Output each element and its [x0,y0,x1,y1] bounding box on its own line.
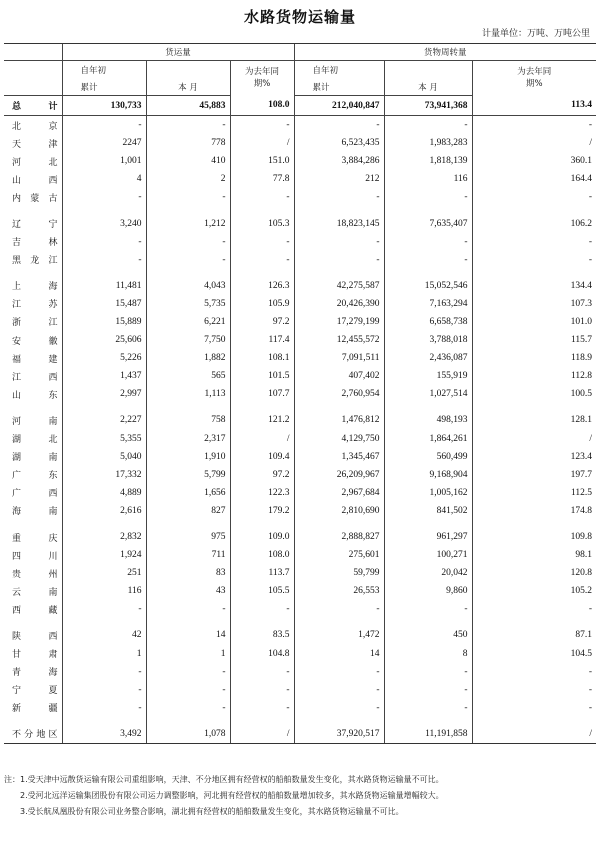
table-body [4,96,596,744]
region-cell: 内蒙古 [12,193,58,204]
region-cell: 重 庆 [12,533,58,544]
cargo-cumulative-cell: 1 [62,645,146,663]
region-cell: 海 南 [12,507,58,518]
cargo-yoy-cell: / [230,134,294,152]
cargo-cumulative-cell: 1,001 [62,152,146,170]
unit-label: 计量单位：万吨、万吨公里 [481,29,590,39]
cargo-month-cell: - [146,681,230,699]
turnover-month-cell: 961,297 [384,528,472,546]
cargo-volume-header: 货运量 [62,44,294,61]
cargo-cumulative-cell: 42 [62,626,146,644]
region-cell: 河 北 [12,157,58,168]
cargo-yoy-cell: - [230,663,294,681]
cargo-month-cell: 1,882 [146,349,230,367]
cargo-cumulative-cell: 1,924 [62,546,146,564]
cargo-month-cell: 410 [146,152,230,170]
turnover-cumulative-cell: - [294,663,384,681]
region-cell: 黑龙江 [12,256,58,267]
cargo-cumulative-cell: - [62,600,146,618]
cargo-cumulative-cell: 11,481 [62,277,146,295]
cargo-month-cell: - [146,188,230,206]
turnover-yoy-cell: 128.1 [472,411,596,429]
region-cell: 浙 江 [12,318,58,329]
cargo-month-cell: - [146,116,230,135]
turnover-cumulative-cell: - [294,116,384,135]
table-row [4,502,596,520]
turnover-cumulative-cell: 14 [294,645,384,663]
table-row [4,295,596,313]
region-cell: 不分地区 [4,725,62,744]
table-row [4,448,596,466]
cargo-month-cell: 711 [146,546,230,564]
table-row [4,411,596,429]
turnover-yoy-cell: - [472,188,596,206]
cargo-cumulative-cell: 2,832 [62,528,146,546]
turnover-yoy-cell: 105.2 [472,582,596,600]
turnover-yoy-cell: / [472,134,596,152]
turnover-cumulative-cell: 212 [294,170,384,188]
turnover-cumulative-cell: 2,888,827 [294,528,384,546]
cargo-month-cell: 7,750 [146,331,230,349]
turnover-yoy-cell: / [472,725,596,744]
turnover-yoy-cell: 101.0 [472,313,596,331]
cargo-yoy-cell: - [230,116,294,135]
turnover-month-cell: 73,941,368 [384,96,472,116]
turnover-cumulative-cell: 26,209,967 [294,466,384,484]
turnover-yoy-cell: 120.8 [472,564,596,582]
cargo-yoy-cell: - [230,188,294,206]
cargo-ytd-label: 自年初 [62,61,146,79]
table-row [4,233,596,251]
table-row [4,582,596,600]
turnover-month-cell: 8 [384,645,472,663]
turnover-yoy-cell: - [472,251,596,269]
cargo-yoy-cell: 117.4 [230,331,294,349]
cargo-yoy-cell: 122.3 [230,484,294,502]
cargo-cumulative-cell: 2247 [62,134,146,152]
table-row [4,725,596,744]
cargo-yoy-cell: - [230,233,294,251]
cargo-cumulative-cell: 251 [62,564,146,582]
turnover-month-cell: 2,436,087 [384,349,472,367]
turnover-cumulative-cell: 42,275,587 [294,277,384,295]
turnover-cumulative-cell: 1,472 [294,626,384,644]
cargo-month-cell: 43 [146,582,230,600]
turnover-yoy-cell: - [472,116,596,135]
cargo-cumulative-cell: - [62,251,146,269]
cargo-month-cell: 2,317 [146,430,230,448]
region-cell: 贵 州 [12,569,58,580]
region-cell: 四 川 [12,551,58,562]
cargo-month-cell: - [146,600,230,618]
turnover-cumulative-cell: 275,601 [294,546,384,564]
cargo-yoy-cell: 83.5 [230,626,294,644]
turnover-yoy-cell: 87.1 [472,626,596,644]
cargo-month-cell: 975 [146,528,230,546]
region-cell: 山 西 [12,175,58,186]
cargo-month-cell: 1,656 [146,484,230,502]
turnover-yoy-cell: 118.9 [472,349,596,367]
cargo-yoy-header: 为去年同 期% [230,61,294,96]
cargo-cumulative-cell: 25,606 [62,331,146,349]
turnover-yoy-cell: 104.5 [472,645,596,663]
turnover-month-cell: 1,005,162 [384,484,472,502]
cargo-yoy-cell: 109.0 [230,528,294,546]
table-row [4,152,596,170]
turnover-month-cell: - [384,681,472,699]
table-row [4,645,596,663]
turnover-month-cell: - [384,116,472,135]
spacer-row [4,618,596,626]
turnover-cumulative-cell: - [294,188,384,206]
footnote-2: 2.受河北远洋运输集团股份有限公司运力调整影响，河北拥有经营权的船舶数量增加较多，其水路货物运输量增幅较大。 [20,791,444,800]
table-row [4,170,596,188]
cargo-yoy-cell: / [230,725,294,744]
region-cell: 广 东 [12,471,58,482]
table-row [4,349,596,367]
table-row [4,564,596,582]
cargo-cumulative-cell: 130,733 [62,96,146,116]
cargo-yoy-cell: 108.0 [230,546,294,564]
cargo-month-cell: 1 [146,645,230,663]
cargo-cumulative-cell: 2,227 [62,411,146,429]
table-row [4,188,596,206]
turnover-month-cell: 7,635,407 [384,214,472,232]
turnover-month-cell: 560,499 [384,448,472,466]
turnover-yoy-cell: 113.4 [472,96,596,116]
turnover-cumulative-cell: - [294,699,384,717]
turnover-cumulative-cell: 20,426,390 [294,295,384,313]
turnover-cumulative-cell: 17,279,199 [294,313,384,331]
cargo-month-cell: 14 [146,626,230,644]
turnover-cumulative-cell: 2,967,684 [294,484,384,502]
cargo-yoy-cell: - [230,699,294,717]
turnover-month-cell: 1,864,261 [384,430,472,448]
cargo-month-cell: 758 [146,411,230,429]
cargo-month-cell: 5,735 [146,295,230,313]
cargo-month-cell: 1,078 [146,725,230,744]
cargo-yoy-cell: 105.3 [230,214,294,232]
cargo-month-cell: 827 [146,502,230,520]
cargo-yoy-cell: - [230,681,294,699]
turnover-yoy-cell: 115.7 [472,331,596,349]
turnover-cumulative-cell: - [294,233,384,251]
table-row [4,116,596,135]
region-cell: 陕 西 [12,631,58,642]
turnover-cumulative-cell: 2,760,954 [294,385,384,403]
cargo-month-cell: 2 [146,170,230,188]
region-cell: 上 海 [12,282,58,293]
turnover-month-cell: - [384,600,472,618]
cargo-cumulative-cell: 5,226 [62,349,146,367]
turnover-cumulative-cell: 26,553 [294,582,384,600]
turnover-yoy-cell: 112.8 [472,367,596,385]
turnover-month-cell: - [384,251,472,269]
turnover-cumulative-cell: 2,810,690 [294,502,384,520]
cargo-cumulative-cell: 15,487 [62,295,146,313]
cargo-yoy-cell: 101.5 [230,367,294,385]
turnover-month-cell: 841,502 [384,502,472,520]
turnover-month-cell: 1,983,283 [384,134,472,152]
cargo-yoy-cell: - [230,251,294,269]
turnover-yoy-header: 为去年同 期% [472,61,596,96]
cargo-yoy-cell: 105.5 [230,582,294,600]
cargo-yoy-cell: - [230,600,294,618]
total-row [4,96,596,116]
region-cell: 河 南 [12,416,58,427]
cargo-month-cell: 83 [146,564,230,582]
cargo-cumulative-cell: - [62,663,146,681]
table-row [4,600,596,618]
region-cell: 江 苏 [12,300,58,311]
cargo-cumulative-cell: 116 [62,582,146,600]
cargo-cumulative-cell: 1,437 [62,367,146,385]
cargo-cumulative-cell: 5,040 [62,448,146,466]
cargo-cumulative-cell: 5,355 [62,430,146,448]
turnover-month-cell: 116 [384,170,472,188]
turnover-yoy-cell: - [472,600,596,618]
turnover-cumulative-cell: 3,884,286 [294,152,384,170]
region-cell: 吉 林 [12,238,58,249]
turnover-cumulative-cell: 1,345,467 [294,448,384,466]
table-row [4,430,596,448]
table-row [4,214,596,232]
table-row [4,313,596,331]
turnover-yoy-cell: 112.5 [472,484,596,502]
cargo-cumulative-cell: 15,889 [62,313,146,331]
cargo-month-cell: - [146,699,230,717]
turnover-cumulative-cell: - [294,681,384,699]
table-row [4,367,596,385]
region-cell: 福 建 [12,354,58,365]
cargo-cumulative-cell: - [62,699,146,717]
cargo-month-cell: 1,212 [146,214,230,232]
turnover-yoy-cell: - [472,233,596,251]
turnover-yoy-cell: 123.4 [472,448,596,466]
table-row [4,699,596,717]
cargo-cumulative-cell: - [62,233,146,251]
turnover-month-cell: 15,052,546 [384,277,472,295]
cargo-cumulative-cell: 4,889 [62,484,146,502]
spacer-row [4,717,596,725]
cargo-month-cell: 1,113 [146,385,230,403]
turnover-month-cell: - [384,188,472,206]
table-row [4,528,596,546]
region-cell: 云 南 [12,587,58,598]
turnover-cumulative-cell: 4,129,750 [294,430,384,448]
region-cell: 北 京 [12,121,58,132]
turnover-yoy-cell: 174.8 [472,502,596,520]
table-row [4,466,596,484]
turnover-yoy-cell: / [472,430,596,448]
turnover-yoy-cell: - [472,663,596,681]
turnover-cumulative-cell: 1,476,812 [294,411,384,429]
turnover-month-cell: 7,163,294 [384,295,472,313]
turnover-cumulative-cell: 6,523,435 [294,134,384,152]
turnover-cumulative-cell: 18,823,145 [294,214,384,232]
turnover-yoy-cell: 360.1 [472,152,596,170]
turnover-yoy-cell: - [472,681,596,699]
cargo-month-cell: 6,221 [146,313,230,331]
region-cell: 山 东 [12,390,58,401]
cargo-yoy-cell: 104.8 [230,645,294,663]
turnover-month-cell: 9,860 [384,582,472,600]
cargo-yoy-cell: 108.0 [230,96,294,116]
turnover-cumulative-cell: - [294,600,384,618]
region-cell: 新 疆 [12,704,58,715]
cargo-yoy-cell: 77.8 [230,170,294,188]
turnover-month-cell: 3,788,018 [384,331,472,349]
cargo-cumulative-cell: - [62,681,146,699]
spacer-row [4,269,596,277]
region-cell: 辽 宁 [12,220,58,231]
turnover-month-cell: - [384,699,472,717]
cargo-month-cell: 1,910 [146,448,230,466]
table-row [4,331,596,349]
cargo-month-cell: 5,799 [146,466,230,484]
turnover-yoy-cell: - [472,699,596,717]
turnover-cumulative-cell: 12,455,572 [294,331,384,349]
turnover-yoy-cell: 107.3 [472,295,596,313]
turnover-month-cell: 6,658,738 [384,313,472,331]
spacer-row [4,206,596,214]
turnover-yoy-cell: 106.2 [472,214,596,232]
region-cell: 青 海 [12,668,58,679]
turnover-cumulative-cell: 212,040,847 [294,96,384,116]
cargo-month-cell: - [146,251,230,269]
cargo-yoy-cell: 107.7 [230,385,294,403]
turnover-yoy-cell: 164.4 [472,170,596,188]
turnover-yoy-cell: 134.4 [472,277,596,295]
cargo-month-cell: - [146,663,230,681]
page-title: 水路货物运输量 [243,8,356,26]
cargo-cumulative-cell: 3,240 [62,214,146,232]
table-row [4,626,596,644]
turnover-month-cell: 1,818,139 [384,152,472,170]
cargo-cumulative-label: 累计 [62,78,146,96]
cargo-yoy-cell: 97.2 [230,466,294,484]
cargo-yoy-cell: 121.2 [230,411,294,429]
turnover-yoy-cell: 98.1 [472,546,596,564]
region-cell: 宁 夏 [12,686,58,697]
turnover-month-cell: - [384,233,472,251]
cargo-month-cell: 778 [146,134,230,152]
cargo-month-cell: 565 [146,367,230,385]
region-cell: 湖 北 [12,435,58,446]
turnover-cumulative-cell: 407,402 [294,367,384,385]
cargo-month-header: 本 月 [146,78,230,96]
cargo-yoy-cell: 113.7 [230,564,294,582]
cargo-yoy-cell: / [230,430,294,448]
cargo-month-cell: - [146,233,230,251]
table-row [4,134,596,152]
turnover-month-cell: 1,027,514 [384,385,472,403]
spacer-row [4,520,596,528]
cargo-cumulative-cell: - [62,188,146,206]
turnover-month-cell: 450 [384,626,472,644]
cargo-cumulative-cell: 2,616 [62,502,146,520]
region-cell: 天 津 [12,139,58,150]
region-cell: 广 西 [12,489,58,500]
cargo-yoy-cell: 151.0 [230,152,294,170]
turnover-yoy-cell: 100.5 [472,385,596,403]
cargo-yoy-cell: 179.2 [230,502,294,520]
turnover-yoy-cell: 197.7 [472,466,596,484]
region-cell: 总 计 [4,96,62,116]
turnover-cumulative-cell: - [294,251,384,269]
region-cell: 西 藏 [12,605,58,616]
cargo-month-cell: 4,043 [146,277,230,295]
cargo-yoy-cell: 105.9 [230,295,294,313]
turnover-month-cell: 11,191,858 [384,725,472,744]
turnover-month-cell: 20,042 [384,564,472,582]
cargo-yoy-cell: 108.1 [230,349,294,367]
spacer-row [4,403,596,411]
table-row [4,385,596,403]
cargo-yoy-cell: 126.3 [230,277,294,295]
table-row [4,663,596,681]
turnover-header: 货物周转量 [294,44,596,61]
table-row [4,681,596,699]
table-row [4,277,596,295]
turnover-month-cell: - [384,663,472,681]
turnover-month-cell: 100,271 [384,546,472,564]
turnover-month-header: 本 月 [384,78,472,96]
cargo-cumulative-cell: - [62,116,146,135]
footnote-1: 注：1.受天津中远散货运输有限公司重组影响，天津、不分地区拥有经营权的船舶数量发生变化，其水路货物运输量不可比。 [4,775,444,784]
turnover-month-cell: 155,919 [384,367,472,385]
region-cell: 湖 南 [12,453,58,464]
cargo-cumulative-cell: 3,492 [62,725,146,744]
region-cell: 安 徽 [12,336,58,347]
turnover-cumulative-cell: 59,799 [294,564,384,582]
table-row [4,484,596,502]
footnote-3: 3.受长航凤凰股份有限公司业务整合影响，湖北拥有经营权的船舶数量发生变化，其水路货物运输量不可比。 [20,807,404,816]
region-header-cell [4,44,62,61]
cargo-cumulative-cell: 4 [62,170,146,188]
footnotes [4,772,596,820]
cargo-yoy-cell: 97.2 [230,313,294,331]
turnover-ytd-label: 自年初 [294,61,384,79]
turnover-cumulative-label: 累计 [294,78,384,96]
cargo-yoy-cell: 109.4 [230,448,294,466]
turnover-month-cell: 498,193 [384,411,472,429]
table-row [4,546,596,564]
cargo-cumulative-cell: 17,332 [62,466,146,484]
turnover-cumulative-cell: 7,091,511 [294,349,384,367]
cargo-month-cell: 45,883 [146,96,230,116]
region-cell: 江 西 [12,372,58,383]
turnover-yoy-cell: 109.8 [472,528,596,546]
turnover-cumulative-cell: 37,920,517 [294,725,384,744]
turnover-month-cell: 9,168,904 [384,466,472,484]
freight-table [4,43,596,744]
cargo-cumulative-cell: 2,997 [62,385,146,403]
region-cell: 甘 肃 [12,650,58,661]
table-row [4,251,596,269]
